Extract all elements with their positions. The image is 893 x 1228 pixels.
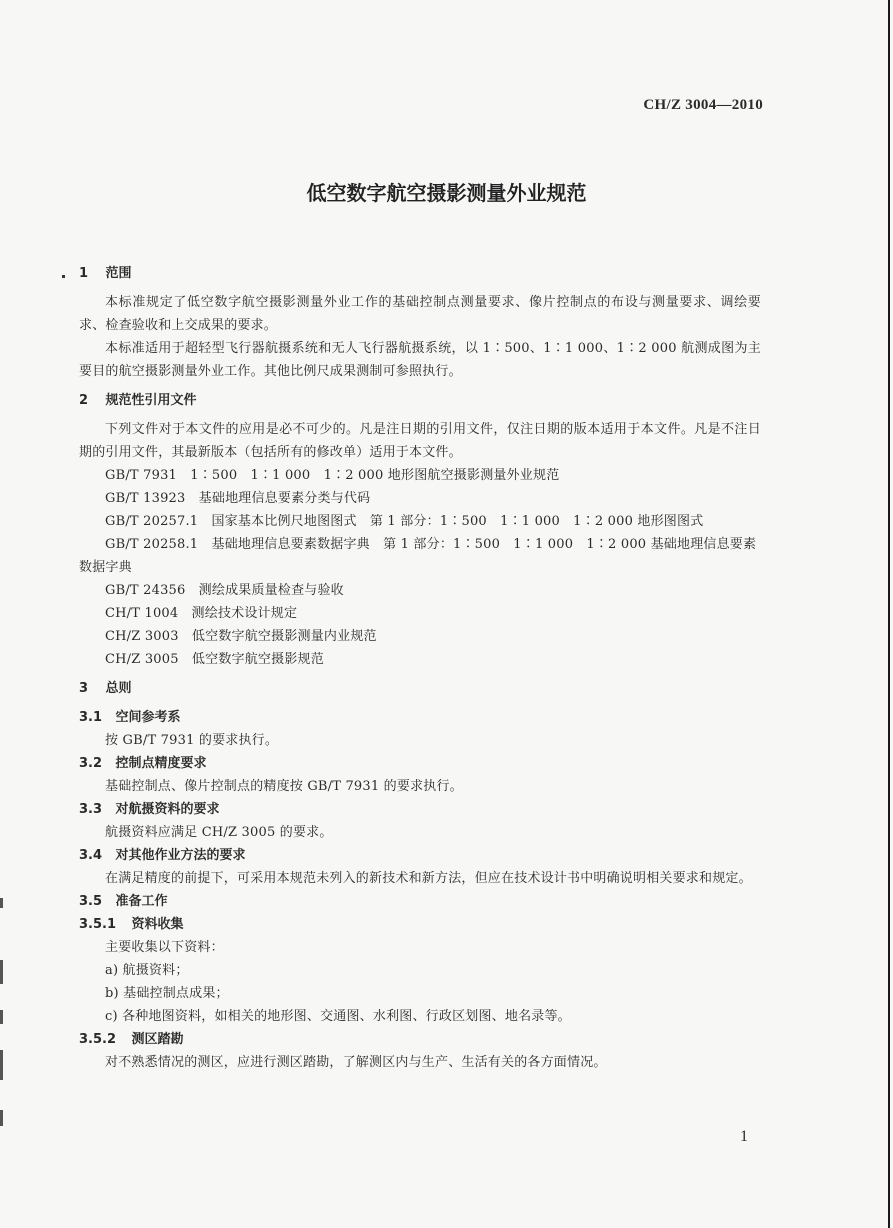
section-3-5-1-intro: 主要收集以下资料： — [105, 940, 224, 955]
section-3-5-2-heading: 3.5.2 测区踏勘 — [79, 1032, 184, 1047]
section-3-5-1-heading: 3.5.1 资料收集 — [79, 917, 184, 932]
section-3-heading: 3 总则 — [79, 681, 132, 696]
reference-item: GB/T 7931 1∶500 1∶1 000 1∶2 000 地形图航空摄影测量外业规范 — [105, 468, 560, 483]
scan-dot — [62, 275, 65, 278]
scan-mark — [0, 898, 3, 908]
list-item: a) 航摄资料； — [105, 963, 189, 978]
reference-item: CH/Z 3005 低空数字航空摄影规范 — [105, 652, 324, 667]
scan-mark — [0, 1050, 3, 1080]
reference-item: CH/T 1004 测绘技术设计规定 — [105, 606, 298, 621]
document-title: 低空数字航空摄影测量外业规范 — [306, 181, 587, 205]
section-3-3-heading: 3.3 对航摄资料的要求 — [79, 802, 220, 817]
reference-item: GB/T 13923 基础地理信息要素分类与代码 — [105, 491, 371, 506]
section-2-heading: 2 规范性引用文件 — [79, 393, 197, 408]
list-item: b) 基础控制点成果； — [105, 986, 229, 1001]
scan-mark — [0, 1110, 3, 1126]
section-3-4-text: 在满足精度的前提下，可采用本规范未列入的新技术和新方法，但应在技术设计书中明确说明相关要求和规定。 — [105, 871, 752, 886]
page-number: 1 — [740, 1128, 748, 1145]
section-3-5-2-text: 对不熟悉情况的测区，应进行测区踏勘，了解测区内与生产、生活有关的各方面情况。 — [105, 1055, 607, 1070]
section-3-2-text: 基础控制点、像片控制点的精度按 GB/T 7931 的要求执行。 — [105, 779, 463, 794]
list-item: c) 各种地图资料，如相关的地形图、交通图、水利图、行政区划图、地名录等。 — [105, 1009, 571, 1024]
scan-mark — [0, 960, 3, 984]
section-1-paragraph-2: 本标准适用于超轻型飞行器航摄系统和无人飞行器航摄系统，以 1∶500、1∶1 000、1∶2 000 航测成图为主要目的航空摄影测量外业工作。其他比例尺成果测制可参照执行。 — [79, 341, 761, 379]
reference-item: GB/T 24356 测绘成果质量检查与验收 — [105, 583, 344, 598]
section-1-heading: 1 范围 — [79, 266, 132, 281]
reference-item: GB/T 20257.1 国家基本比例尺地图图式 第 1 部分：1∶500 1∶1 000 1∶2 000 地形图图式 — [105, 514, 704, 529]
section-3-4-heading: 3.4 对其他作业方法的要求 — [79, 848, 246, 863]
reference-item: CH/Z 3003 低空数字航空摄影测量内业规范 — [105, 629, 377, 644]
document-body — [79, 262, 761, 1074]
scan-mark — [0, 1010, 3, 1024]
section-2-paragraph: 下列文件对于本文件的应用是必不可少的。凡是注日期的引用文件，仅注日期的版本适用于本文件。凡是不注日期的引用文件，其最新版本（包括所有的修改单）适用于本文件。 — [79, 422, 761, 460]
section-3-2-heading: 3.2 控制点精度要求 — [79, 756, 207, 771]
section-3-5-heading: 3.5 准备工作 — [79, 894, 168, 909]
section-1-paragraph-1: 本标准规定了低空数字航空摄影测量外业工作的基础控制点测量要求、像片控制点的布设与测量要求、调绘要求、检查验收和上交成果的要求。 — [79, 295, 761, 333]
section-3-1-text: 按 GB/T 7931 的要求执行。 — [105, 733, 279, 748]
standard-code: CH/Z 3004—2010 — [643, 97, 763, 113]
reference-item: GB/T 20258.1 基础地理信息要素数据字典 第 1 部分：1∶500 1∶1 000 1∶2 000 基础地理信息要素数据字典 — [79, 537, 757, 575]
section-3-3-text: 航摄资料应满足 CH/Z 3005 的要求。 — [105, 825, 333, 840]
section-3-1-heading: 3.1 空间参考系 — [79, 710, 181, 725]
